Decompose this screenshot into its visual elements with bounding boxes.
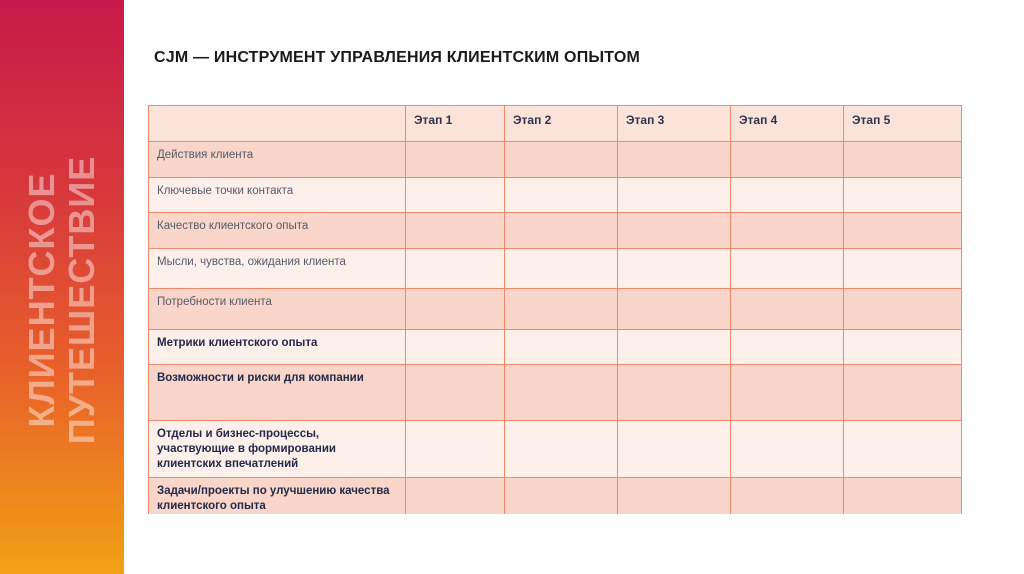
table-cell xyxy=(618,142,731,178)
vertical-side-title xyxy=(22,156,102,444)
page-title: CJM — ИНСТРУМЕНТ УПРАВЛЕНИЯ КЛИЕНТСКИМ ОПЫТОМ xyxy=(154,49,641,66)
table-row xyxy=(149,142,962,178)
table-row xyxy=(149,330,962,365)
row-label: Действия клиента xyxy=(149,142,406,178)
table-cell xyxy=(618,330,731,365)
stage-header: Этап 2 xyxy=(505,106,618,142)
table-cell xyxy=(844,330,962,365)
table-cell xyxy=(731,365,844,421)
row-label: Потребности клиента xyxy=(149,289,406,330)
table-cell xyxy=(731,142,844,178)
table-cell xyxy=(406,421,505,478)
row-label: Возможности и риски для компании xyxy=(149,365,406,421)
table-cell xyxy=(406,289,505,330)
table-cell xyxy=(731,289,844,330)
table-cell xyxy=(505,421,618,478)
table-cell xyxy=(406,142,505,178)
table-cell xyxy=(505,213,618,249)
table-cell xyxy=(505,289,618,330)
table-cell xyxy=(731,330,844,365)
table-cell xyxy=(505,249,618,289)
stage-header: Этап 5 xyxy=(844,106,962,142)
table-cell xyxy=(618,289,731,330)
table-cell xyxy=(731,421,844,478)
table-cell xyxy=(505,330,618,365)
table-cell xyxy=(618,213,731,249)
row-label: Ключевые точки контакта xyxy=(149,178,406,213)
table-row xyxy=(149,213,962,249)
table-cell xyxy=(406,178,505,213)
stage-header: Этап 3 xyxy=(618,106,731,142)
table-cell xyxy=(844,178,962,213)
row-label: Метрики клиентского опыта xyxy=(149,330,406,365)
table-cell xyxy=(406,249,505,289)
row-label: Качество клиентского опыта xyxy=(149,213,406,249)
table-cell xyxy=(731,249,844,289)
row-label: Задачи/проекты по улучшению качества клиентского опыта xyxy=(149,478,406,526)
table-bottom-crop xyxy=(140,514,980,574)
table-cell xyxy=(406,365,505,421)
side-title-line-2: ПУТЕШЕСТВИЕ xyxy=(61,155,102,445)
table-cell xyxy=(505,365,618,421)
table-cell xyxy=(618,421,731,478)
table-cell xyxy=(406,213,505,249)
table-cell xyxy=(844,213,962,249)
table-cell xyxy=(406,330,505,365)
table-row xyxy=(149,178,962,213)
stage-header: Этап 4 xyxy=(731,106,844,142)
header-empty-cell xyxy=(149,106,406,142)
table-row xyxy=(149,289,962,330)
row-label: Отделы и бизнес-процессы, участвующие в формировании клиентских впечатлений xyxy=(149,421,406,478)
stage-header: Этап 1 xyxy=(406,106,505,142)
table-row xyxy=(149,365,962,421)
side-title-line-1: КЛИЕНТСКОЕ xyxy=(21,172,62,428)
table-cell xyxy=(505,178,618,213)
table-cell xyxy=(844,421,962,478)
table-cell xyxy=(731,178,844,213)
table-cell xyxy=(618,178,731,213)
row-label: Мысли, чувства, ожидания клиента xyxy=(149,249,406,289)
table-cell xyxy=(844,289,962,330)
table-cell xyxy=(505,142,618,178)
table-row xyxy=(149,249,962,289)
table-cell xyxy=(618,249,731,289)
table-cell xyxy=(844,249,962,289)
table-cell xyxy=(731,213,844,249)
table-header-row xyxy=(149,106,962,142)
table-cell xyxy=(844,365,962,421)
table-cell xyxy=(844,142,962,178)
table-cell xyxy=(618,365,731,421)
table-row xyxy=(149,421,962,478)
cjm-table xyxy=(148,105,962,526)
